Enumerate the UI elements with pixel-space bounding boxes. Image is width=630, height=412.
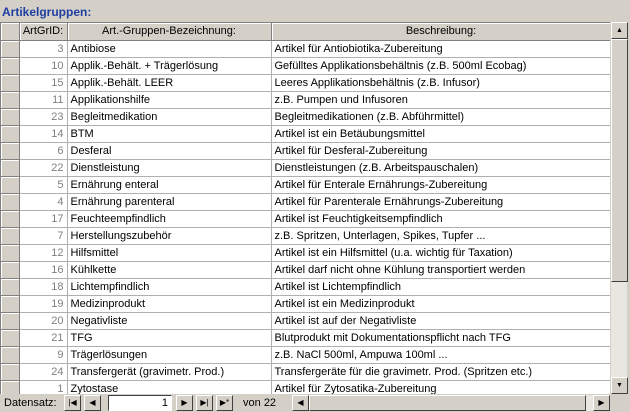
cell-beschreibung[interactable]: Artikel für Desferal-Zubereitung <box>271 142 610 159</box>
next-record-icon[interactable]: ▶ <box>176 395 193 411</box>
cell-beschreibung[interactable]: z.B. NaCl 500ml, Ampuwa 100ml ... <box>271 346 610 363</box>
cell-artgrid[interactable]: 20 <box>19 312 67 329</box>
scroll-left-icon[interactable]: ◀ <box>292 395 309 411</box>
record-count <box>243 397 276 409</box>
vertical-scrollbar[interactable] <box>610 22 627 394</box>
cell-beschreibung[interactable]: Artikel für Parenterale Ernährungs-Zubereitung <box>271 193 610 210</box>
first-record-icon[interactable]: |◀ <box>64 395 81 411</box>
cell-beschreibung[interactable]: Artikel für Antiobiotika-Zubereitung <box>271 40 610 57</box>
table-row[interactable] <box>1 346 610 363</box>
cell-beschreibung[interactable]: Leeres Applikationsbehältnis (z.B. Infusor) <box>271 74 610 91</box>
cell-artgrid[interactable]: 23 <box>19 108 67 125</box>
table-row[interactable] <box>1 363 610 380</box>
table-row[interactable] <box>1 74 610 91</box>
row-selector[interactable] <box>1 295 19 312</box>
cell-artgrid[interactable]: 22 <box>19 159 67 176</box>
cell-artgrid[interactable]: 1 <box>19 380 67 394</box>
row-selector[interactable] <box>1 278 19 295</box>
cell-artgrid[interactable]: 17 <box>19 210 67 227</box>
cell-artgrid[interactable]: 7 <box>19 227 67 244</box>
cell-bezeichnung[interactable]: Antibiose <box>67 40 271 57</box>
cell-beschreibung[interactable]: Artikel für Zytosatika-Zubereitung <box>271 380 610 394</box>
cell-bezeichnung[interactable]: Zytostase <box>67 380 271 394</box>
cell-beschreibung[interactable]: Transfergeräte für die gravimetr. Prod. (Spritzen etc.) <box>271 363 610 380</box>
row-selector[interactable] <box>1 108 19 125</box>
cell-artgrid[interactable]: 3 <box>19 40 67 57</box>
cell-bezeichnung[interactable]: Ernährung parenteral <box>67 193 271 210</box>
cell-beschreibung[interactable]: Artikel ist ein Medizinprodukt <box>271 295 610 312</box>
cell-artgrid[interactable]: 18 <box>19 278 67 295</box>
cell-artgrid[interactable]: 24 <box>19 363 67 380</box>
cell-artgrid[interactable]: 15 <box>19 74 67 91</box>
row-selector[interactable] <box>1 57 19 74</box>
row-selector[interactable] <box>1 329 19 346</box>
cell-bezeichnung[interactable]: Desferal <box>67 142 271 159</box>
cell-beschreibung[interactable]: Artikel ist ein Betäubungsmittel <box>271 125 610 142</box>
cell-bezeichnung[interactable]: Transfergerät (gravimetr. Prod.) <box>67 363 271 380</box>
cell-bezeichnung[interactable]: BTM <box>67 125 271 142</box>
row-selector[interactable] <box>1 346 19 363</box>
cell-bezeichnung[interactable]: Negativliste <box>67 312 271 329</box>
cell-beschreibung[interactable]: Artikel ist Lichtempfindlich <box>271 278 610 295</box>
table-row[interactable] <box>1 108 610 125</box>
row-selector[interactable] <box>1 142 19 159</box>
horizontal-scroll-thumb[interactable] <box>309 395 586 411</box>
scroll-down-icon[interactable]: ▼ <box>611 377 628 394</box>
cell-bezeichnung[interactable]: Begleitmedikation <box>67 108 271 125</box>
row-selector[interactable] <box>1 227 19 244</box>
cell-bezeichnung[interactable]: TFG <box>67 329 271 346</box>
cell-beschreibung[interactable]: Artikel ist ein Hilfsmittel (u.a. wichtig für Taxation) <box>271 244 610 261</box>
scroll-up-icon[interactable]: ▲ <box>611 22 628 39</box>
table-row[interactable] <box>1 142 610 159</box>
cell-beschreibung[interactable]: Artikel für Enterale Ernährungs-Zubereitung <box>271 176 610 193</box>
previous-record-icon[interactable]: ◀ <box>84 395 101 411</box>
datasheet-grid[interactable] <box>0 22 610 394</box>
cell-bezeichnung[interactable]: Dienstleistung <box>67 159 271 176</box>
row-selector[interactable] <box>1 380 19 394</box>
table-row[interactable] <box>1 40 610 57</box>
cell-bezeichnung[interactable]: Feuchteempfindlich <box>67 210 271 227</box>
cell-beschreibung[interactable]: Artikel darf nicht ohne Kühlung transportiert werden <box>271 261 610 278</box>
cell-artgrid[interactable]: 16 <box>19 261 67 278</box>
cell-artgrid[interactable]: 9 <box>19 346 67 363</box>
cell-beschreibung[interactable]: Artikel ist auf der Negativliste <box>271 312 610 329</box>
cell-beschreibung[interactable]: z.B. Pumpen und Infusoren <box>271 91 610 108</box>
cell-beschreibung[interactable]: Artikel ist Feuchtigkeitsempfindlich <box>271 210 610 227</box>
cell-bezeichnung[interactable]: Herstellungszubehör <box>67 227 271 244</box>
datasheet-table <box>1 23 610 394</box>
current-record-input[interactable]: 1 <box>108 395 172 411</box>
row-selector[interactable] <box>1 159 19 176</box>
row-selector[interactable] <box>1 40 19 57</box>
table-row[interactable] <box>1 244 610 261</box>
cell-artgrid[interactable]: 21 <box>19 329 67 346</box>
cell-artgrid[interactable]: 14 <box>19 125 67 142</box>
cell-artgrid[interactable]: 10 <box>19 57 67 74</box>
row-selector[interactable] <box>1 210 19 227</box>
cell-bezeichnung[interactable]: Medizinprodukt <box>67 295 271 312</box>
table-row[interactable] <box>1 329 610 346</box>
row-selector[interactable] <box>1 193 19 210</box>
table-row[interactable] <box>1 210 610 227</box>
cell-bezeichnung[interactable]: Applik.-Behält. LEER <box>67 74 271 91</box>
cell-bezeichnung[interactable]: Applik.-Behält. + Trägerlösung <box>67 57 271 74</box>
table-row[interactable] <box>1 380 610 394</box>
cell-artgrid[interactable]: 11 <box>19 91 67 108</box>
row-selector[interactable] <box>1 176 19 193</box>
cell-bezeichnung[interactable]: Ernährung enteral <box>67 176 271 193</box>
row-selector[interactable] <box>1 363 19 380</box>
cell-bezeichnung[interactable]: Trägerlösungen <box>67 346 271 363</box>
cell-beschreibung[interactable]: Blutprodukt mit Dokumentationspflicht nach TFG <box>271 329 610 346</box>
table-row[interactable] <box>1 261 610 278</box>
select-all-cell[interactable] <box>1 23 19 40</box>
cell-beschreibung[interactable]: Dienstleistungen (z.B. Arbeitspauschalen) <box>271 159 610 176</box>
column-header-artgrid[interactable]: ArtGrID: <box>19 23 67 40</box>
record-navigator <box>0 394 630 412</box>
scroll-thumb[interactable] <box>611 39 628 282</box>
cell-bezeichnung[interactable]: Lichtempfindlich <box>67 278 271 295</box>
table-row[interactable] <box>1 193 610 210</box>
row-selector[interactable] <box>1 91 19 108</box>
column-header-bezeichnung[interactable]: Art.-Gruppen-Bezeichnung: <box>67 23 271 40</box>
new-record-icon[interactable]: ▶* <box>216 395 233 411</box>
table-row[interactable] <box>1 57 610 74</box>
table-row[interactable] <box>1 278 610 295</box>
column-header-beschreibung[interactable]: Beschreibung: <box>271 23 610 40</box>
row-selector[interactable] <box>1 312 19 329</box>
table-row[interactable] <box>1 159 610 176</box>
last-record-icon[interactable]: ▶| <box>196 395 213 411</box>
cell-beschreibung[interactable]: Begleitmedikationen (z.B. Abführmittel) <box>271 108 610 125</box>
cell-bezeichnung[interactable]: Hilfsmittel <box>67 244 271 261</box>
cell-bezeichnung[interactable]: Applikationshilfe <box>67 91 271 108</box>
cell-artgrid[interactable]: 19 <box>19 295 67 312</box>
cell-bezeichnung[interactable]: Kühlkette <box>67 261 271 278</box>
table-row[interactable] <box>1 125 610 142</box>
cell-artgrid[interactable]: 12 <box>19 244 67 261</box>
total-count: 22 <box>263 397 277 409</box>
of-label: von <box>243 397 261 409</box>
cell-beschreibung[interactable]: z.B. Spritzen, Unterlagen, Spikes, Tupfer ... <box>271 227 610 244</box>
table-row[interactable] <box>1 295 610 312</box>
cell-artgrid[interactable]: 5 <box>19 176 67 193</box>
cell-beschreibung[interactable]: Gefülltes Applikationsbehältnis (z.B. 500ml Ecobag) <box>271 57 610 74</box>
table-row[interactable] <box>1 227 610 244</box>
row-selector[interactable] <box>1 125 19 142</box>
table-row[interactable] <box>1 312 610 329</box>
cell-artgrid[interactable]: 4 <box>19 193 67 210</box>
row-selector[interactable] <box>1 244 19 261</box>
cell-artgrid[interactable]: 6 <box>19 142 67 159</box>
scroll-right-icon[interactable]: ▶ <box>593 395 610 411</box>
record-label: Datensatz: <box>4 397 57 409</box>
horizontal-scrollbar[interactable] <box>292 395 610 411</box>
row-selector[interactable] <box>1 261 19 278</box>
row-selector[interactable] <box>1 74 19 91</box>
form-title: Artikelgruppen: <box>2 5 92 19</box>
table-row[interactable] <box>1 91 610 108</box>
table-row[interactable] <box>1 176 610 193</box>
header-row <box>1 23 610 40</box>
